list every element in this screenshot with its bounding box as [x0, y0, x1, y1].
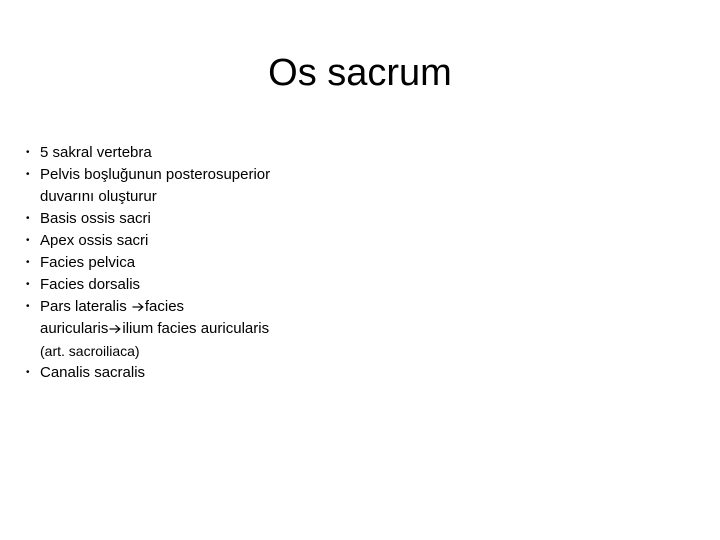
list-item-text: [40, 296, 326, 362]
list-item-segment: facies: [144, 298, 185, 315]
list-item: [26, 252, 326, 274]
list-item: [26, 208, 326, 230]
slide-title: Os sacrum: [268, 52, 452, 94]
list-item-text: Canalis sacralis: [40, 364, 146, 381]
bullet-icon: •: [26, 147, 30, 158]
list-item-line: [40, 318, 326, 340]
list-item-line: (art. sacroiliaca): [40, 343, 140, 359]
bullet-icon: •: [26, 235, 30, 246]
list-item: [26, 296, 326, 362]
list-item-text: Facies dorsalis: [40, 276, 141, 293]
bullet-icon: •: [26, 213, 30, 224]
list-item-segment: ilium facies auricularis: [122, 320, 270, 337]
right-arrow-icon: [109, 324, 121, 334]
bullet-icon: •: [26, 367, 30, 378]
list-item: [26, 142, 326, 164]
list-item-text: [40, 164, 326, 208]
list-item-text: Basis ossis sacri: [40, 210, 151, 227]
list-item: [26, 164, 326, 208]
list-item: [26, 230, 326, 252]
list-item-line: Pelvis boşluğunun posterosuperior: [40, 166, 271, 183]
bullet-icon: •: [26, 301, 30, 312]
bullet-list: [26, 142, 326, 384]
list-item-text: Facies pelvica: [40, 254, 136, 271]
list-item: [26, 362, 326, 384]
bullet-icon: •: [26, 257, 30, 268]
bullet-icon: •: [26, 169, 30, 180]
list-item-segment: auricularis: [40, 320, 109, 337]
list-item-text: Apex ossis sacri: [40, 232, 149, 249]
list-item-segment: Pars lateralis: [40, 298, 131, 315]
right-arrow-icon: [132, 302, 144, 312]
list-item-line: [40, 296, 326, 318]
list-item-line: duvarını oluşturur: [40, 188, 157, 205]
bullet-icon: •: [26, 279, 30, 290]
list-item-text: 5 sakral vertebra: [40, 144, 152, 161]
list-item: [26, 274, 326, 296]
